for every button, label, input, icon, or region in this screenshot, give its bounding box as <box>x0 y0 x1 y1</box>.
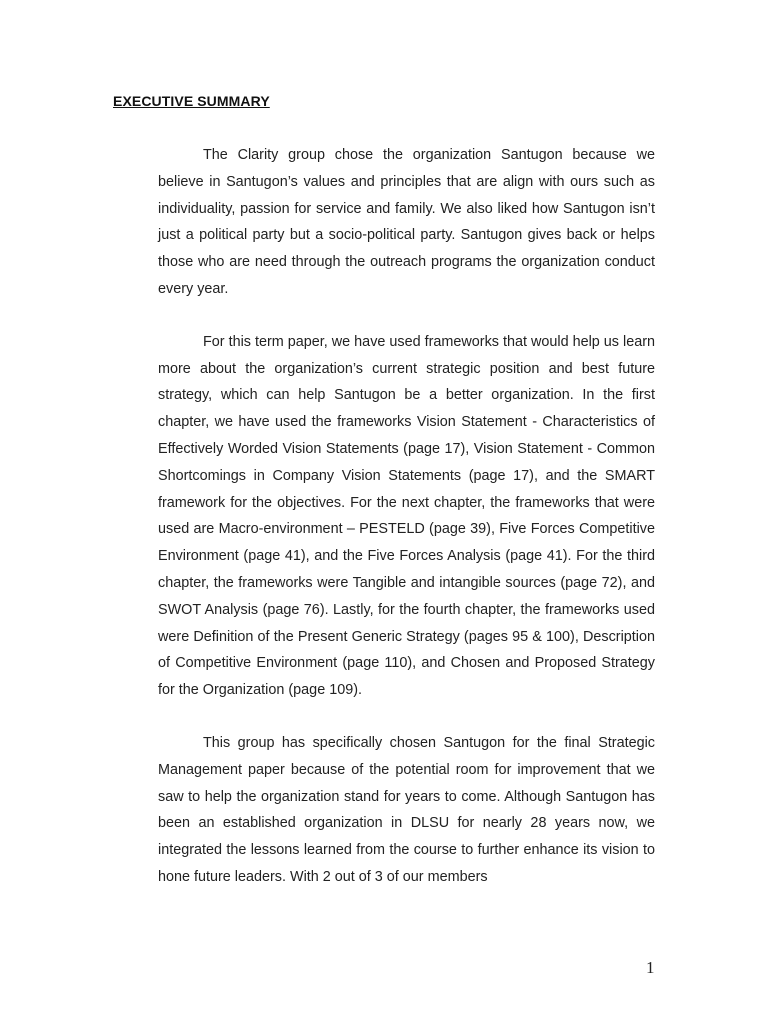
summary-body <box>158 142 655 891</box>
paragraph-intro: The Clarity group chose the organization Santugon because we believe in Santugon’s values and principles that are align with ours such as individuality, passion for service and family. We also liked how Santugon isn’t just a political party but a socio-political party. Santugon gives back or helps those who are need through the outreach programs the organization conduct every year. <box>158 147 655 297</box>
page-number: 1 <box>646 958 655 977</box>
paragraph-rationale: This group has specifically chosen Santugon for the final Strategic Management paper because of the potential room for improvement that we saw to help the organization stand for years to come. Although Santugon has been an established organization in DLSU for nearly 28 years now, we integrated the lessons learned from the course to further enhance its vision to hone future leaders. With 2 out of 3 of our members <box>158 734 655 885</box>
paragraph-frameworks: For this term paper, we have used frameworks that would help us learn more about the organization’s current strategic position and best future strategy, which can help Santugon be a better organization. In the first chapter, we have used the frameworks Vision Statement - Characteristics of Effectively Worded Vision Statements (page 17), Vision Statement - Common Shortcomings in Company Vision Statements (page 17), and the SMART framework for the objectives. For the next chapter, the frameworks that were used are Macro-environment – PESTELD (page 39), Five Forces Competitive Environment (page 41), and the Five Forces Analysis (page 41). For the third chapter, the frameworks were Tangible and intangible sources (page 72), and SWOT Analysis (page 76). Lastly, for the fourth chapter, the frameworks used were Definition of the Present Generic Strategy (pages 95 & 100), Description of Competitive Environment (page 110), and Chosen and Proposed Strategy for the Organization (page 109). <box>158 333 655 699</box>
executive-summary-heading: EXECUTIVE SUMMARY <box>113 93 270 109</box>
